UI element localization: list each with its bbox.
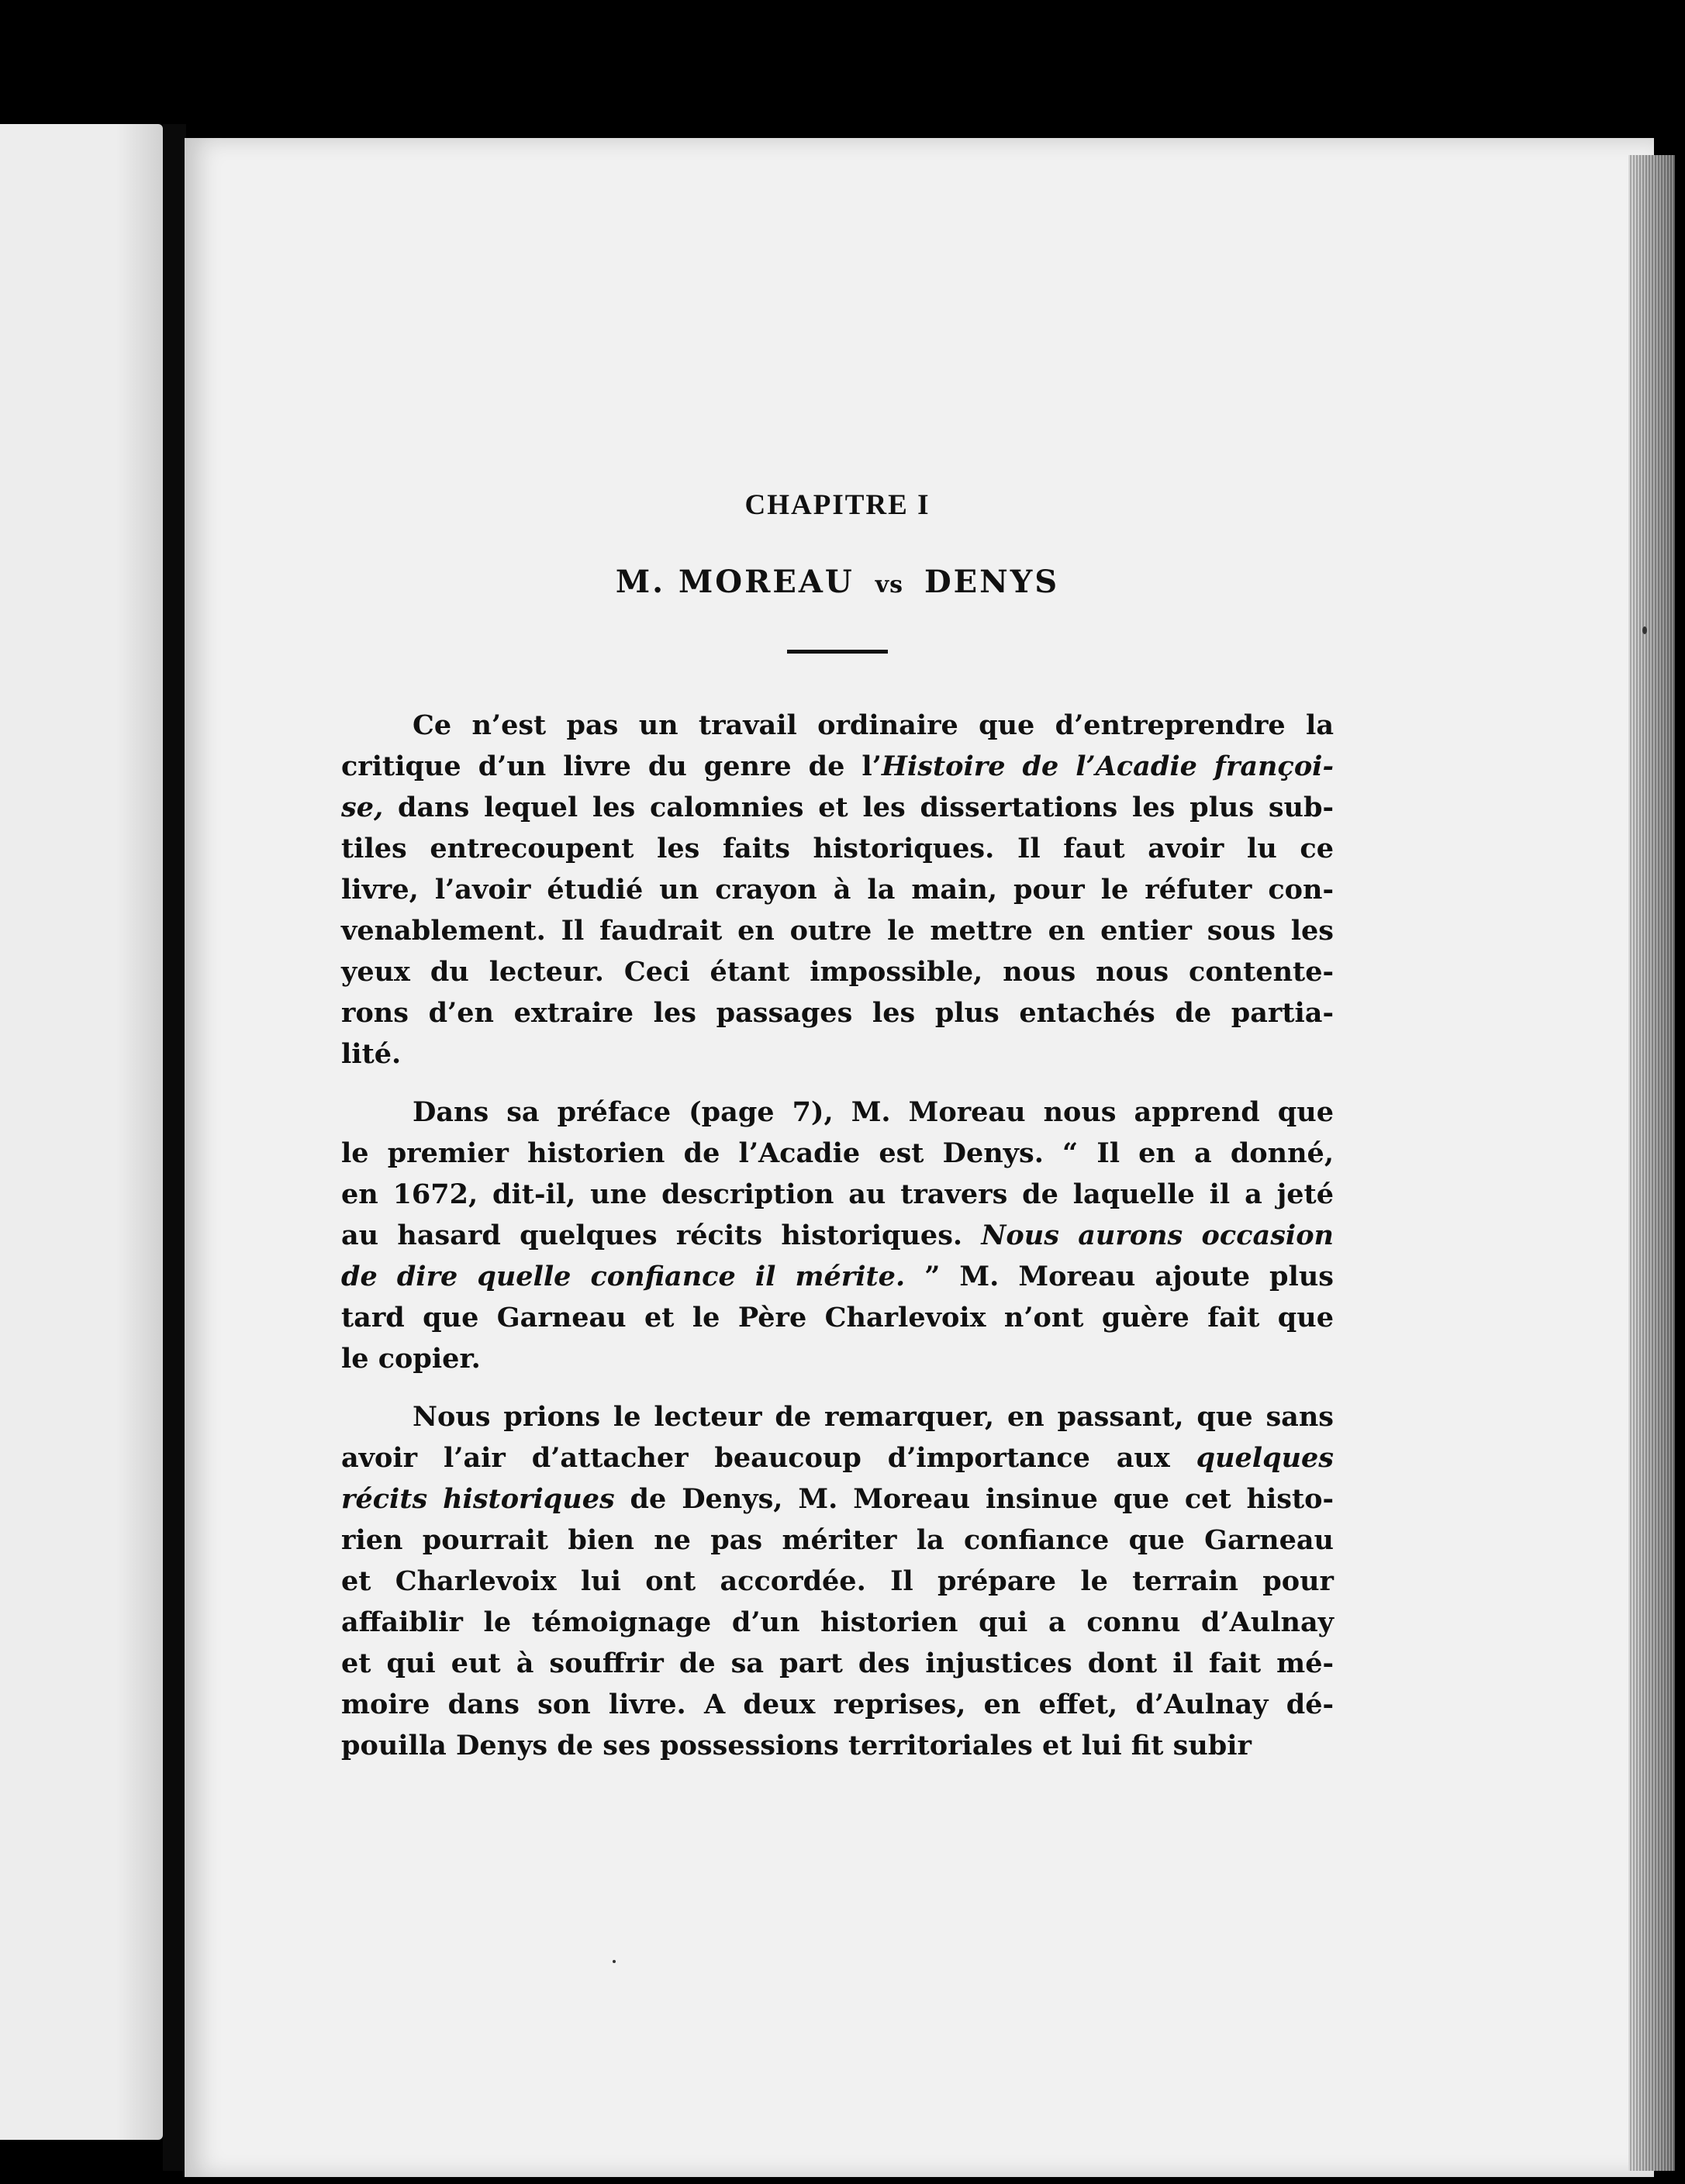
- chapter-label: CHAPITRE I: [744, 489, 931, 521]
- body-text: [341, 705, 1334, 1766]
- page-edges-shade: [1628, 155, 1675, 2171]
- chapter-title-right: DENYS: [924, 564, 1060, 600]
- text-line: se, dans lequel les calomnies et les dissertations les plus sub-: [341, 792, 1334, 823]
- text-line: Nous prions le lecteur de remarquer, en passant, que sans: [413, 1401, 1334, 1433]
- text-line: rien pourrait bien ne pas mériter la confiance que Garneau: [341, 1524, 1334, 1556]
- text-line: de dire quelle confiance il mérite. ” M. Moreau ajoute plus: [341, 1261, 1334, 1292]
- text-line: le premier historien de l’Acadie est Denys. “ Il en a donné,: [341, 1137, 1334, 1169]
- text-line: tiles entrecoupent les faits historiques. Il faut avoir lu ce: [341, 833, 1334, 864]
- text-line: lité.: [341, 1038, 402, 1070]
- text-line: critique d’un livre du genre de l’Histoire de l’Acadie françoi-: [341, 750, 1334, 782]
- paragraph: [341, 1396, 1334, 1766]
- text-line: avoir l’air d’attacher beaucoup d’importance aux quelques: [341, 1442, 1334, 1474]
- speck: [1642, 626, 1647, 634]
- chapter-title: [341, 564, 1334, 600]
- left-page-shadow: [116, 124, 163, 2140]
- text-line: yeux du lecteur. Ceci étant impossible, nous nous contente-: [341, 956, 1334, 988]
- text-line: et Charlevoix lui ont accordée. Il prépare le terrain pour: [341, 1565, 1334, 1597]
- page-content: [341, 488, 1334, 1783]
- text-line: récits historiques de Denys, M. Moreau insinue que cet histo-: [341, 1483, 1334, 1515]
- text-line: venablement. Il faudrait en outre le mettre en entier sous les: [341, 915, 1334, 947]
- text-line: affaiblir le témoignage d’un historien qui a connu d’Aulnay: [341, 1606, 1334, 1638]
- text-line: en 1672, dit-il, une description au travers de laquelle il a jeté: [341, 1178, 1334, 1210]
- title-rule: [787, 650, 888, 654]
- chapter-title-left: M. MOREAU: [615, 564, 855, 600]
- text-line: Dans sa préface (page 7), M. Moreau nous apprend que: [413, 1096, 1334, 1128]
- text-line: Ce n’est pas un travail ordinaire que d’entreprendre la: [413, 709, 1334, 741]
- text-line: livre, l’avoir étudié un crayon à la main, pour le réfuter con-: [341, 874, 1334, 906]
- paragraph: [341, 1092, 1334, 1379]
- paragraph: [341, 705, 1334, 1075]
- text-line: et qui eut à souffrir de sa part des injustices dont il fait mé-: [341, 1647, 1334, 1679]
- text-line: rons d’en extraire les passages les plus entachés de partia-: [341, 997, 1334, 1029]
- text-line: le copier.: [341, 1343, 481, 1375]
- text-line: moire dans son livre. A deux reprises, en effet, d’Aulnay dé-: [341, 1689, 1334, 1720]
- text-line: pouilla Denys de ses possessions territoriales et lui fit subir: [341, 1730, 1252, 1761]
- chapter-title-vs: vs: [875, 571, 904, 599]
- text-line: au hasard quelques récits historiques. Nous aurons occasion: [341, 1220, 1334, 1251]
- speck: [613, 1960, 616, 1963]
- book-gutter: [163, 124, 186, 2171]
- text-line: tard que Garneau et le Père Charlevoix n’ont guère fait que: [341, 1302, 1334, 1334]
